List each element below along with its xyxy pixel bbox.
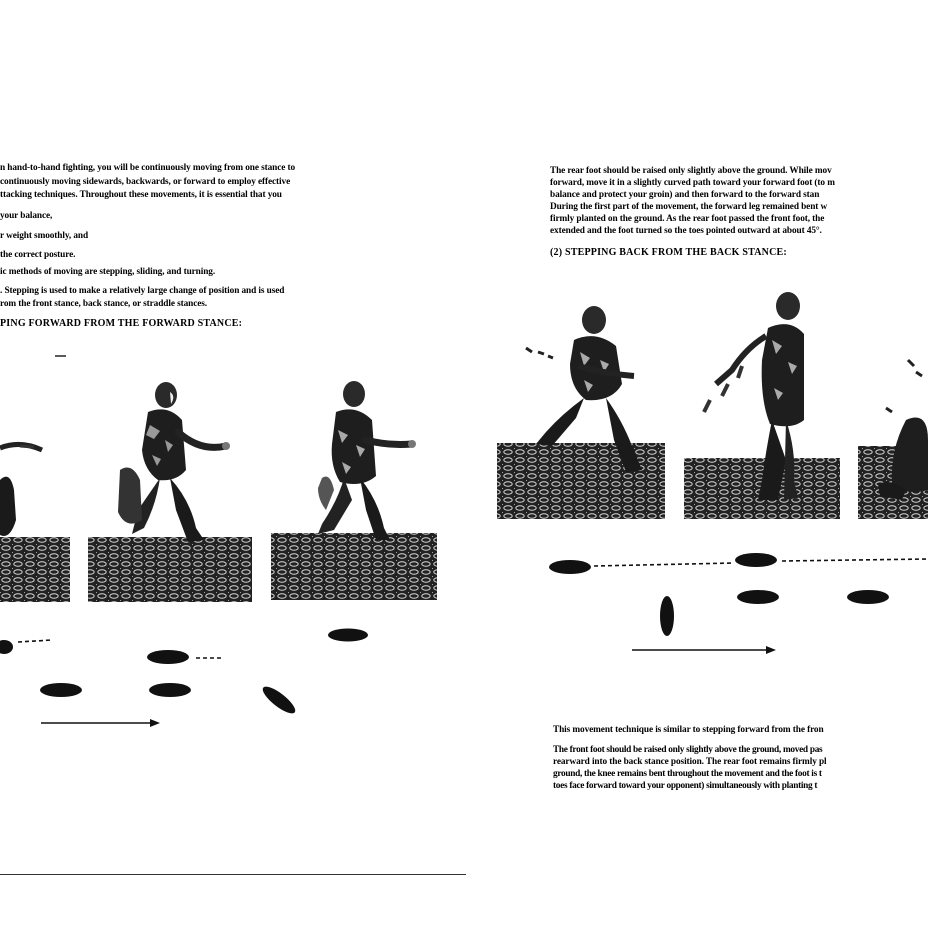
- fighter-figure-1: [0, 444, 42, 536]
- bullet-balance: your balance,: [0, 211, 53, 221]
- direction-arrow-left: [41, 719, 160, 727]
- bottom-line-1: The front foot should be raised only slightly above the ground, moved pas: [553, 745, 823, 755]
- methods-line: ic methods of moving are stepping, sliding, and turning.: [0, 267, 216, 277]
- training-mat-2: [88, 537, 252, 602]
- fighter-figure-2: [118, 382, 230, 542]
- training-mat-3: [271, 533, 437, 600]
- intro-line-2: continuously moving sidewards, backwards, or forward to employ effective: [0, 177, 291, 187]
- bottom-line-4: toes face forward toward your opponent) simultaneously with planting t: [553, 781, 818, 791]
- bullet-posture: the correct posture.: [0, 250, 76, 260]
- intro-line-3: ttacking techniques. Throughout these movements, it is essential that you: [0, 190, 282, 200]
- bottom-line-3: ground, the knee remains bent throughout the movement and the foot is t: [553, 769, 822, 779]
- training-mat-1: [0, 537, 70, 602]
- top-line-1: The rear foot should be raised only slightly above the ground. While mov: [550, 166, 832, 176]
- stepping-line-2: rom the front stance, back stance, or straddle stances.: [0, 299, 208, 309]
- direction-arrow-right: [632, 646, 776, 654]
- top-line-4: During the first part of the movement, the forward leg remained bent w: [550, 202, 828, 212]
- top-line-5: firmly planted on the ground. As the rear foot passed the front foot, the: [550, 214, 825, 224]
- stepping-line-1: . Stepping is used to make a relatively large change of position and is used: [0, 286, 285, 296]
- right-page: [466, 0, 928, 928]
- footprint-diagram-right: [549, 553, 928, 636]
- intro-line-1: n hand-to-hand fighting, you will be continuously moving from one stance to: [0, 163, 296, 173]
- top-line-3: balance and protect your groin) and then forward to the forward stan: [550, 190, 820, 200]
- section-heading-back: (2) STEPPING BACK FROM THE BACK STANCE:: [550, 247, 787, 258]
- top-line-6: extended and the foot turned so the toes pointed outward at about 45°.: [550, 226, 822, 236]
- bottom-lead-line: This movement technique is similar to stepping forward from the fron: [553, 725, 824, 735]
- forward-stance-illustration: [0, 0, 466, 874]
- bullet-weight: r weight smoothly, and: [0, 231, 89, 241]
- training-mat-4: [497, 443, 665, 519]
- footprint-diagram-left: [0, 629, 368, 718]
- bottom-line-2: rearward into the back stance position. The rear foot remains firmly pl: [553, 757, 827, 767]
- left-page: [0, 0, 467, 875]
- section-heading-forward: PING FORWARD FROM THE FORWARD STANCE:: [0, 318, 243, 329]
- top-line-2: forward, move it in a slightly curved path toward your forward foot (to m: [550, 178, 835, 188]
- fighter-figure-3: [318, 381, 416, 540]
